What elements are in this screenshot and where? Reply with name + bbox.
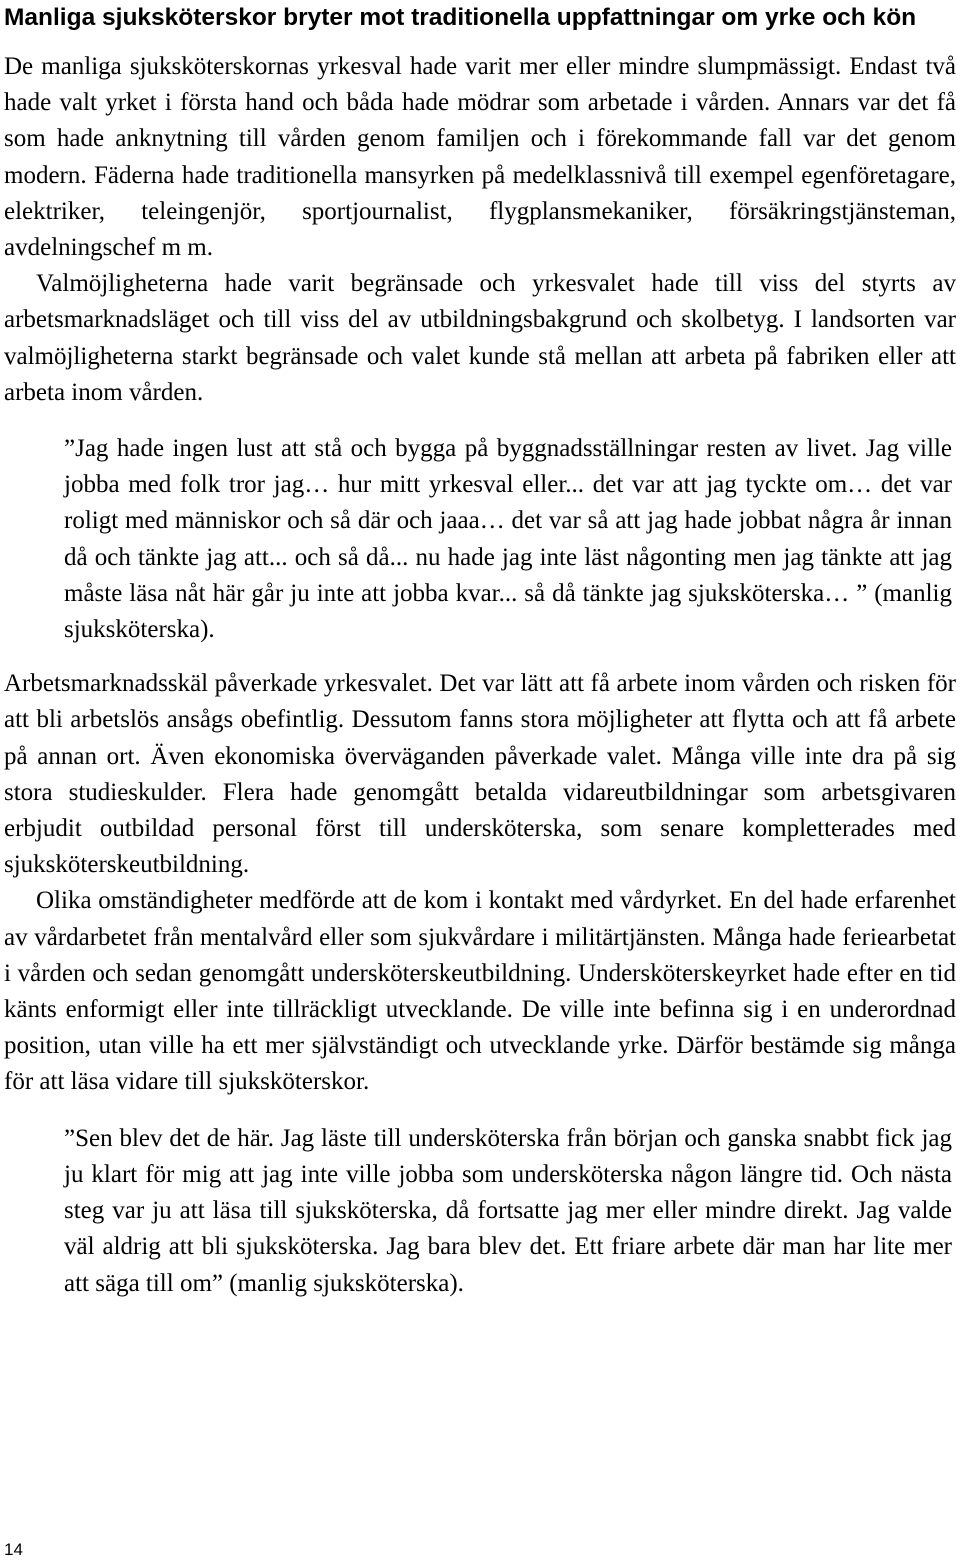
interview-quote: ”Sen blev det de här. Jag läste till undersköterska från början och ganska snabbt fick jag ju klart för mig att jag inte ville jobba som undersköterska någon längre tid. Och nästa steg var ju att läsa till sjuksköterska, då fortsatte jag mer eller mindre direkt. Jag valde väl aldrig att bli sjuksköterska. Jag bara blev det. Ett friare arbete där man har lite mer att säga till om” (manlig sjuksköterska). [64, 1124, 952, 1297]
body-paragraph: Olika omständigheter medförde att de kom i kontakt med vårdyrket. En del hade erfarenhet av vårdarbetet från mentalvård eller som sjukvårdare i militärtjänsten. Många hade feriearbetat i vården och sedan genomgått undersköterskeutbildning. Undersköterskeyrket hade efter en tid känts enformigt eller inte tillräckligt utvecklande. De ville inte befinna sig i en underordnad position, utan ville ha ett mer självständigt och utvecklande yrke. Därför bestämde sig många för att läsa vidare till sjuksköterskor. [4, 887, 956, 1096]
interview-quote: ”Jag hade ingen lust att stå och bygga på byggnadsställningar resten av livet. Jag ville jobba med folk tror jag… hur mitt yrkesval eller... det var att jag tyckte om… det var roligt med människor och så där och jaaa… det var så att jag hade jobbat några år innan då och tänkte jag att... och så då... nu hade jag inte läst någonting men jag tänkte att jag måste läsa nåt här går ju inte att jobba kvar... så då tänkte jag sjuksköterska… ” (manlig sjuksköterska). [64, 435, 952, 644]
body-paragraph: De manliga sjuksköterskornas yrkesval hade varit mer eller mindre slumpmässigt. Endast två hade valt yrket i första hand och båda hade mödrar som arbetade i vården. Annars var det få som hade anknytning till vården genom familjen och i förekommande fall var det genom modern. Fäderna hade traditionella mansyrken på medelklassnivå till exempel egenföretagare, elektriker, teleingenjör, sportjournalist, flygplansmekaniker, försäkringstjänsteman, avdelningschef m m. [4, 53, 956, 262]
section-heading: Manliga sjuksköterskor bryter mot traditionella uppfattningar om yrke och kön [4, 4, 917, 31]
body-paragraph: Valmöjligheterna hade varit begränsade och yrkesvalet hade till viss del styrts av arbetsmarknadsläget och till viss del av utbildningsbakgrund och skolbetyg. I landsorten var valmöjligheterna starkt begränsade och valet kunde stå mellan att arbeta på fabriken eller att arbeta inom vården. [4, 270, 956, 406]
page-number: 14 [4, 1540, 23, 1559]
document-page [4, 0, 956, 1320]
body-paragraph: Arbetsmarknadsskäl påverkade yrkesvalet. Det var lätt att få arbete inom vården och risken för att bli arbetslös ansågs obefintlig. Dessutom fanns stora möjligheter att flytta och att få arbete på annan ort. Även ekonomiska överväganden påverkade valet. Många ville inte dra på sig stora studieskulder. Flera hade genomgått betalda vidareutbildningar som arbetsgivaren erbjudit outbildad personal först till undersköterska, som senare kompletterades med sjuksköterskeutbildning. [4, 670, 956, 879]
